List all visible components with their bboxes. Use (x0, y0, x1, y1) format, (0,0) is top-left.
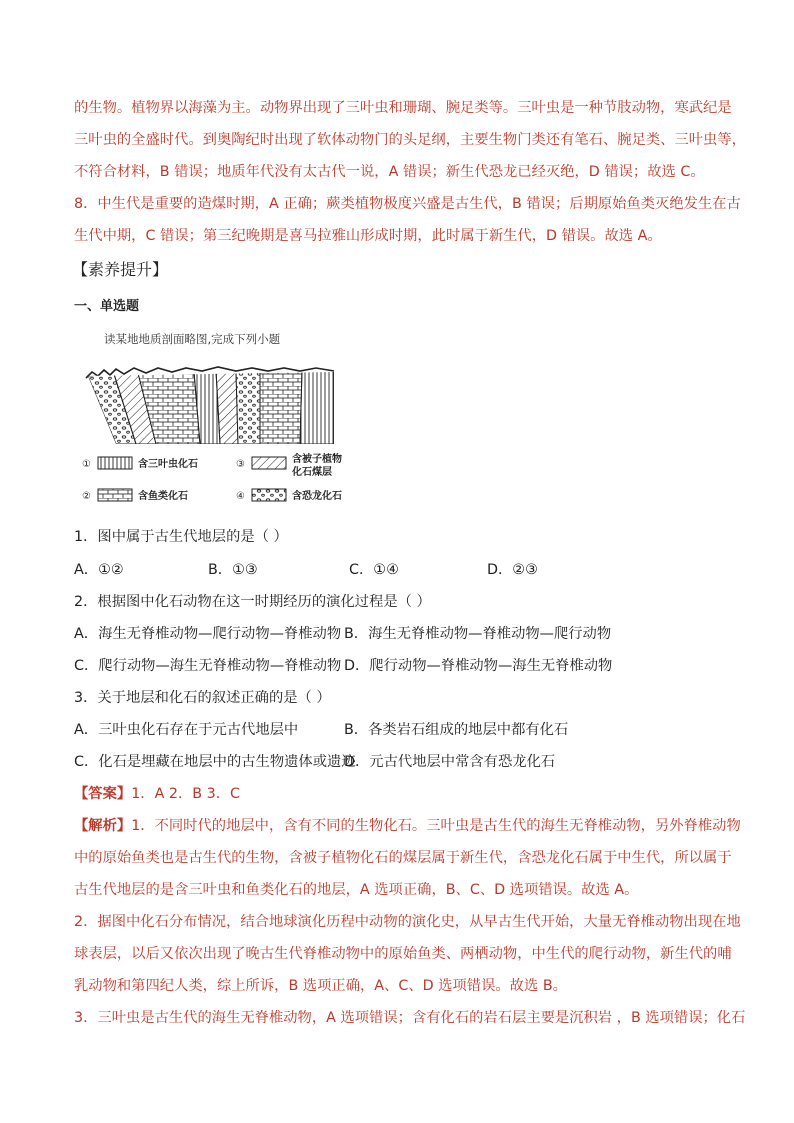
answer-text: 1．A 2．B 3．C (131, 786, 241, 802)
q3-option-d: D．元古代地层中常含有恐龙化石 (344, 754, 556, 770)
legend-text-3b: 化石煤层 (292, 467, 332, 478)
text-line: 不符合材料，B 错误；地质年代没有太古代一说，A 错误；新生代恐龙已经灭绝，D 错误；故选 C。 (74, 164, 705, 180)
text-line: 3．三叶虫是古生代的海生无脊椎动物，A 选项错误；含有化石的岩石层主要是沉积岩 ，B 选项错误；化石 (74, 1010, 746, 1026)
section-title: 【素养提升】 (72, 260, 169, 279)
geologic-section-diagram (76, 362, 346, 512)
q2-option-d: D．爬行动物—脊椎动物—海生无脊椎动物 (344, 658, 613, 674)
text-line: 的生物。植物界以海藻为主。动物界出现了三叶虫和珊瑚、腕足类等。三叶虫是一种节肢动物，寒武纪是 (74, 100, 732, 116)
analysis-label: 【解析】 (74, 818, 132, 834)
legend-swatch-trilobite (98, 457, 132, 469)
text-line: 2．据图中化石分布情况，结合地球演化历程中动物的演化史，从早古生代开始，大量无脊椎动物出现在地 (74, 914, 741, 930)
legend-text-3a: 含被子植物 (292, 454, 342, 465)
legend-num-3: ③ (236, 459, 245, 470)
layer-angiosperm-coal (216, 371, 238, 444)
text-line: 中的原始鱼类也是古生代的生物，含被子植物化石的煤层属于新生代，含恐龙化石属于中生代，所以属于 (74, 850, 732, 866)
q2-option-c: C．爬行动物—海生无脊椎动物—脊椎动物 (74, 658, 342, 674)
q3-option-a: A．三叶虫化石存在于元古代地层中 (74, 722, 299, 738)
q3-option-c: C．化石是埋藏在地层中的古生物遗体或遗迹 (74, 754, 356, 770)
q1-option-a: A．①② (74, 562, 124, 578)
question-3-stem: 3．关于地层和化石的叙述正确的是（ ） (74, 690, 331, 706)
answer-label: 【答案】 (74, 786, 132, 802)
q1-option-d: D．②③ (487, 562, 538, 578)
layer-dinosaur-fossil (236, 370, 260, 444)
q1-option-c: C．①④ (349, 562, 399, 578)
q3-option-b: B．各类岩石组成的地层中都有化石 (344, 722, 569, 738)
legend-text-4: 含恐龙化石 (292, 491, 342, 502)
q1-option-b: B．①③ (208, 562, 258, 578)
figure-caption: 读某地地质剖面略图,完成下列小题 (104, 332, 281, 346)
legend-text-1: 含三叶虫化石 (138, 459, 198, 470)
q2-option-a: A．海生无脊椎动物—爬行动物—脊椎动物 (74, 626, 342, 642)
text-line: 三叶虫的全盛时代。到奥陶纪时出现了软体动物门的头足纲，主要生物门类还有笔石、腕足类、三叶虫等， (74, 132, 746, 148)
answer-line (74, 784, 240, 804)
legend-text-2: 含鱼类化石 (138, 491, 188, 502)
layer-fish-fossil (260, 370, 302, 444)
text-line: 生代中期，C 错误；第三纪晚期是喜马拉雅山形成时期，此时属于新生代，D 错误。故选 A。 (74, 228, 662, 244)
layer-trilobite-fossil (300, 370, 334, 444)
legend-swatch-angiosperm (252, 457, 286, 469)
q2-option-b: B．海生无脊椎动物—脊椎动物—爬行动物 (344, 626, 612, 642)
text-line: 球表层，以后又依次出现了晚古生代脊椎动物中的原始鱼类、两栖动物，中生代的爬行动物，新生代的哺 (74, 946, 732, 962)
analysis-line (74, 816, 741, 836)
text-line: 8．中生代是重要的造煤时期，A 正确；蕨类植物极度兴盛是古生代，B 错误；后期原始鱼类灭绝发生在古 (74, 196, 741, 212)
section-subtitle: 一、单选题 (74, 299, 140, 314)
legend-swatch-fish (98, 489, 132, 501)
analysis-text: 1．不同时代的地层中，含有不同的生物化石。三叶虫是古生代的海生无脊椎动物，另外脊椎动物 (131, 818, 741, 834)
text-line: 古生代地层的是含三叶虫和鱼类化石的地层，A 选项正确，B、C、D 选项错误。故选 A。 (74, 882, 639, 898)
question-1-stem: 1．图中属于古生代地层的是（ ） (74, 529, 288, 545)
legend-num-4: ④ (236, 491, 245, 502)
question-2-stem: 2．根据图中化石动物在这一时期经历的演化过程是（ ） (74, 594, 431, 610)
legend-swatch-dinosaur (252, 489, 286, 501)
legend-num-1: ① (82, 459, 91, 470)
legend-num-2: ② (82, 491, 91, 502)
text-line: 乳动物和第四纪人类，综上所诉，B 选项正确，A、C、D 选项错误。故选 B。 (74, 978, 567, 994)
